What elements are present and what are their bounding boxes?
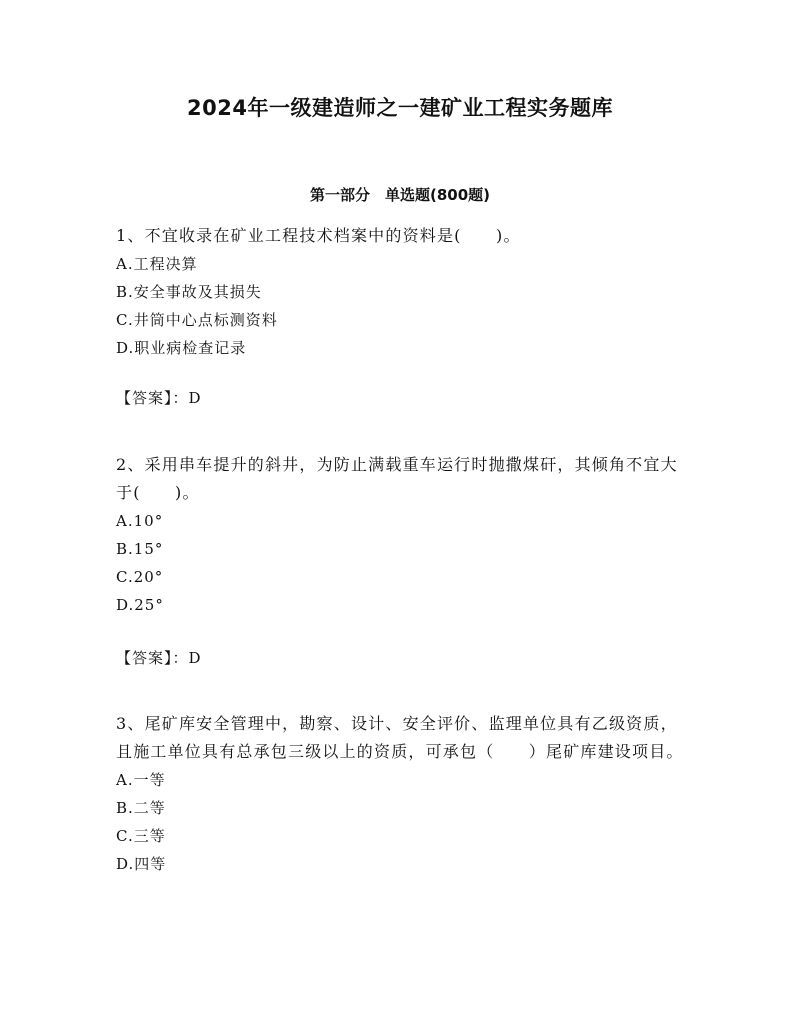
question-text: 2、采用串车提升的斜井，为防止满载重车运行时抛撒煤矸，其倾角不宜大于( )。 bbox=[116, 455, 678, 502]
option-b: B.二等 bbox=[116, 799, 166, 817]
answer-2: 【答案】：D bbox=[116, 649, 202, 667]
option-d: D.职业病检查记录 bbox=[116, 339, 247, 357]
question-text: 1、不宜收录在矿业工程技术档案中的资料是( )。 bbox=[116, 226, 521, 245]
question-text: 3、尾矿库安全管理中，勘察、设计、安全评价、监理单位具有乙级资质，且施工单位具有总承包三级以上的资质，可承包（ ）尾矿库建设项目。 bbox=[116, 714, 684, 761]
section-title: 第一部分 单选题(800题) bbox=[309, 186, 491, 204]
option-b: B.15° bbox=[116, 540, 164, 558]
question-1 bbox=[116, 222, 686, 362]
document-title: 2024年一级建造师之一建矿业工程实务题库 bbox=[187, 96, 613, 120]
option-b: B.安全事故及其损失 bbox=[116, 283, 262, 301]
option-c: C.井筒中心点标测资料 bbox=[116, 311, 278, 329]
answer-1: 【答案】：D bbox=[116, 389, 202, 407]
question-2 bbox=[116, 451, 686, 619]
option-c: C.三等 bbox=[116, 827, 166, 845]
option-d: D.25° bbox=[116, 596, 164, 614]
option-a: A.10° bbox=[116, 512, 164, 530]
option-a: A.一等 bbox=[116, 771, 166, 789]
option-a: A.工程决算 bbox=[116, 255, 198, 273]
option-d: D.四等 bbox=[116, 855, 167, 873]
option-c: C.20° bbox=[116, 568, 164, 586]
question-3 bbox=[116, 710, 686, 878]
